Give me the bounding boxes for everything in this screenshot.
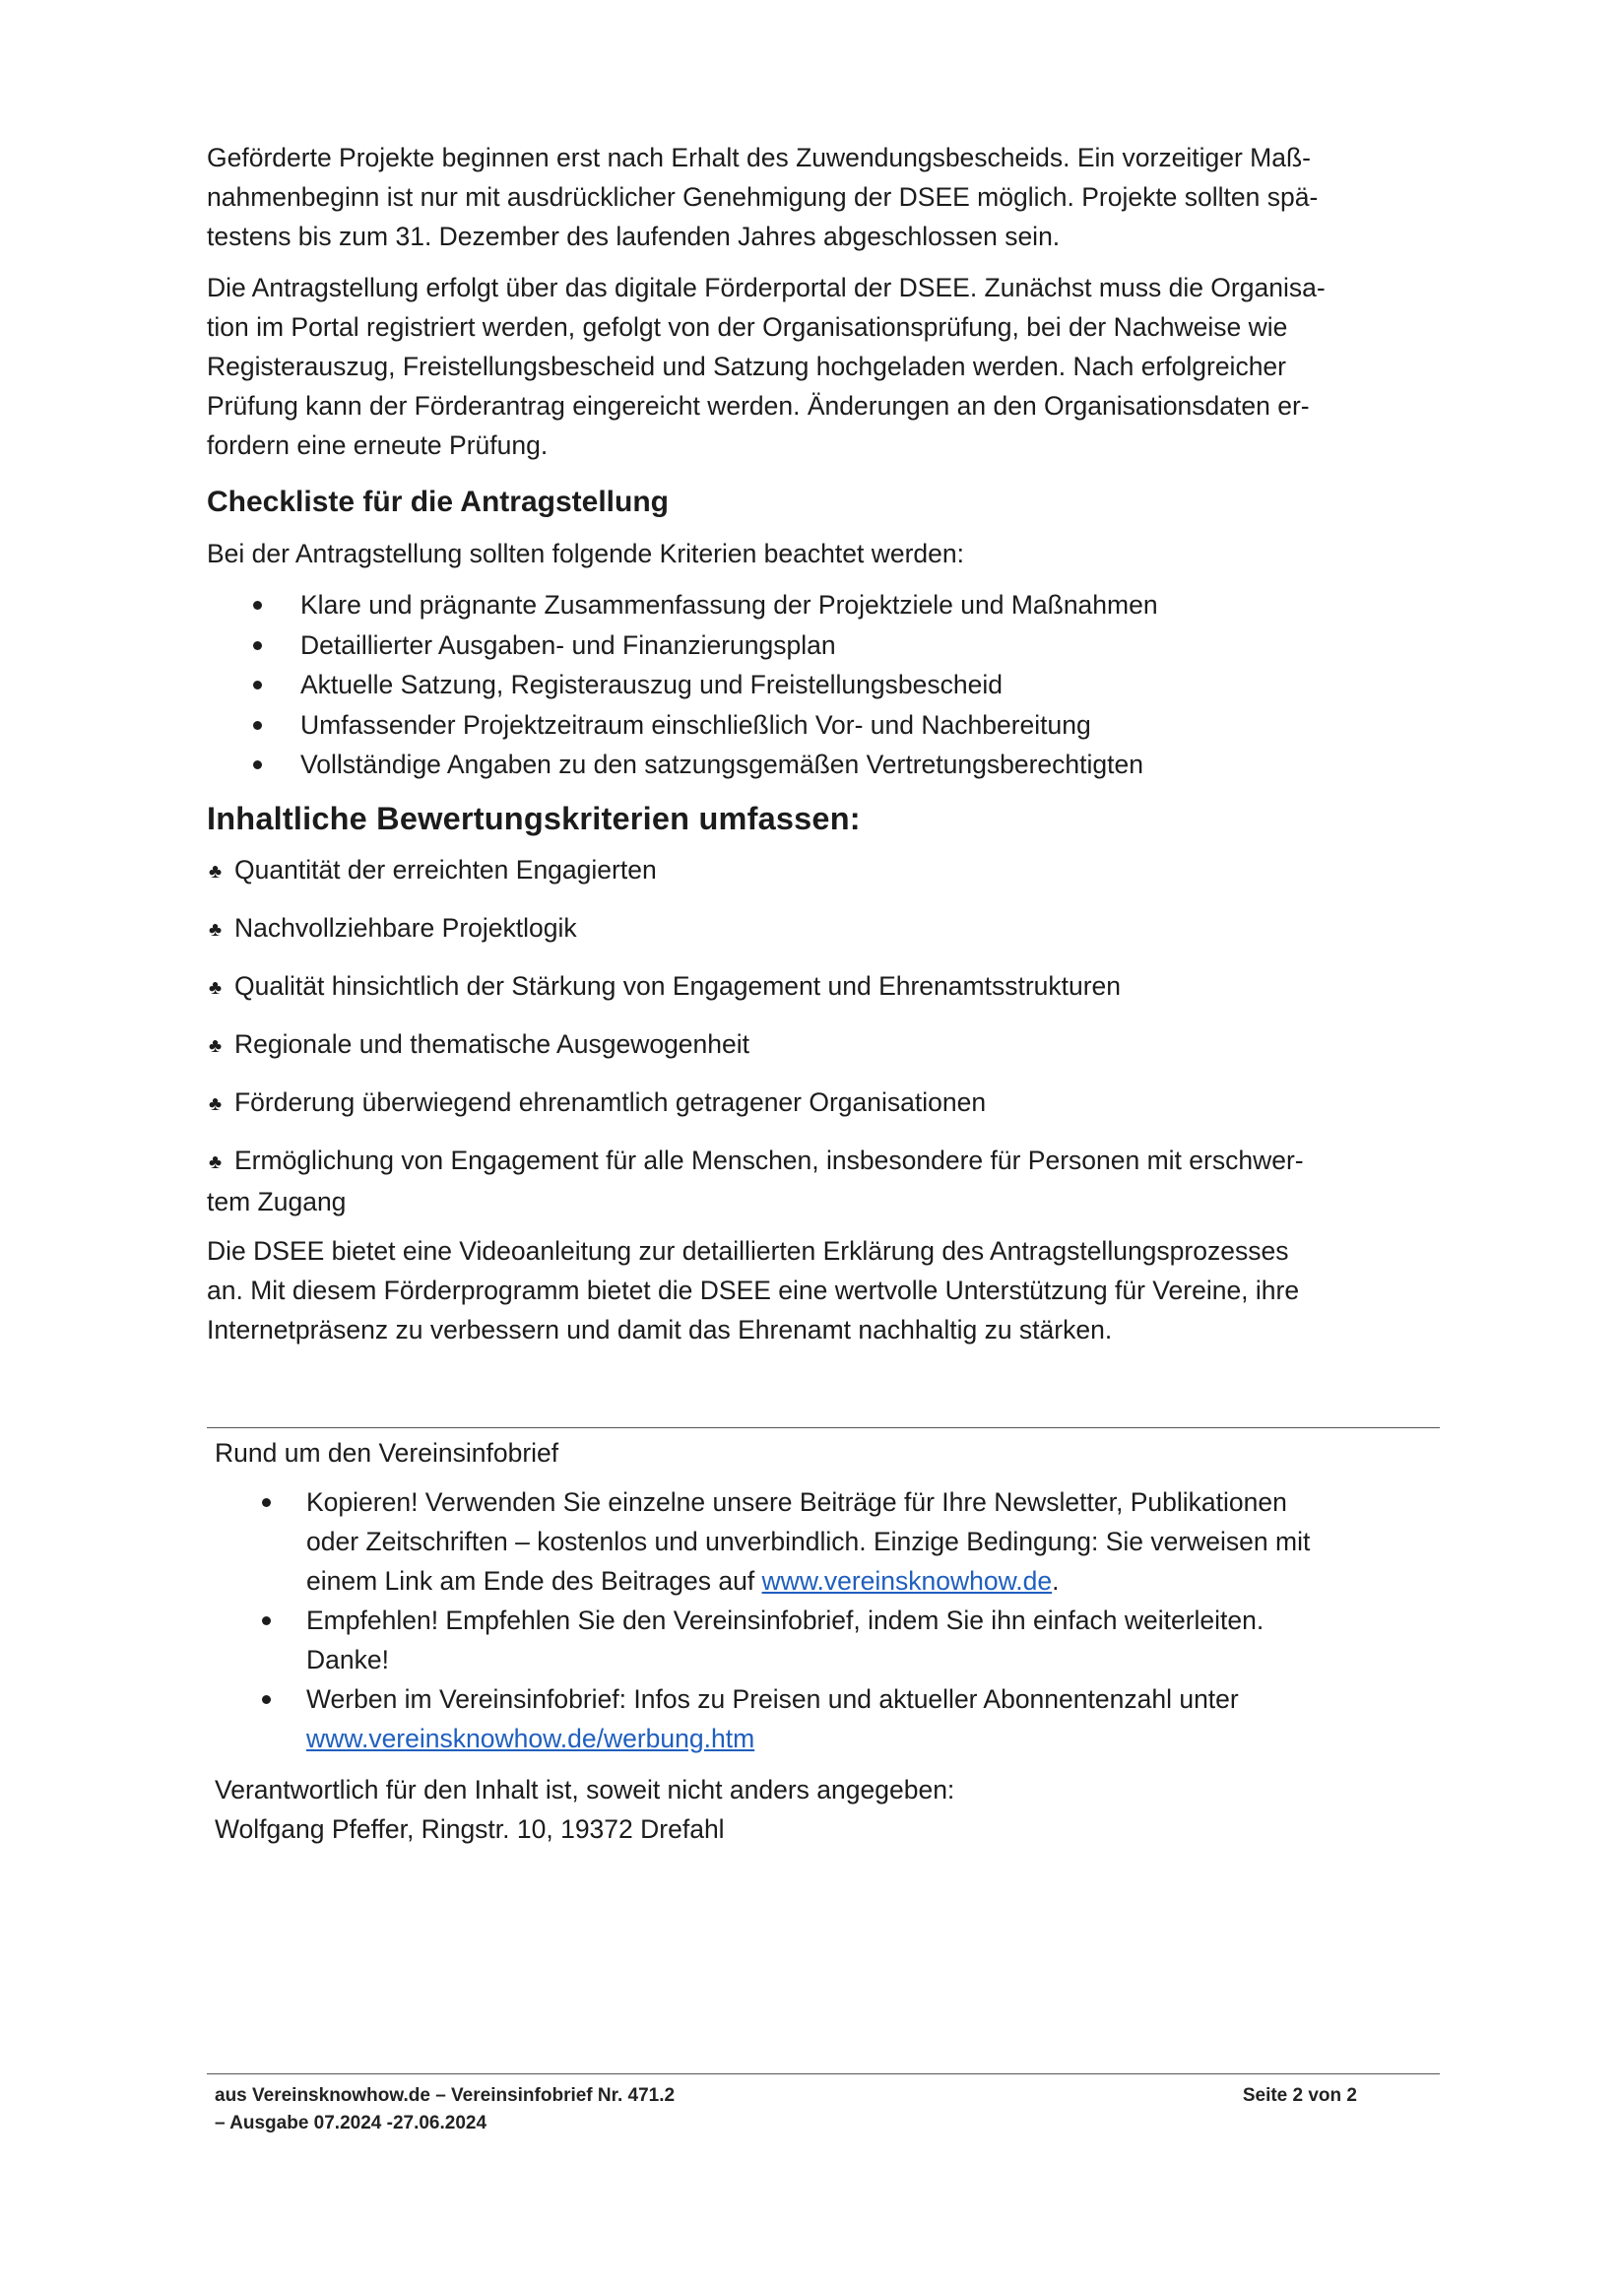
bullet-icon <box>253 760 262 769</box>
list-item <box>207 745 1428 785</box>
text-line: Geförderte Projekte beginnen erst nach Erhalt des Zuwendungsbescheids. Ein vorzeitiger Maß- <box>207 143 1311 172</box>
text-line: Die DSEE bietet eine Videoanleitung zur detaillierten Erklärung des Antragstellungsprozesses <box>207 1235 1289 1266</box>
checklist-list <box>207 585 1428 785</box>
list-item-text: Quantität der erreichten Engagierten <box>234 854 657 885</box>
list-item-text: Nachvollziehbare Projektlogik <box>234 912 577 943</box>
bullet-icon <box>253 721 262 730</box>
list-item <box>215 1601 1436 1679</box>
responsible-note <box>215 1770 1436 1849</box>
criteria-list <box>207 850 1428 1221</box>
page-footer <box>215 2082 1357 2137</box>
list-item <box>207 966 1428 1008</box>
list-item-text: Klare und prägnante Zusammenfassung der Projektziele und Maßnahmen <box>300 590 1158 620</box>
list-item-text: Detaillierter Ausgaben- und Finanzierungsplan <box>300 629 836 660</box>
closing-paragraph <box>207 1231 1428 1349</box>
text-line: Die Antragstellung erfolgt über das digitale Förderportal der DSEE. Zunächst muss die Organisa- <box>207 273 1326 302</box>
bullet-icon <box>253 601 262 610</box>
club-bullet-icon: ♣ <box>209 1092 223 1115</box>
list-item <box>207 625 1428 666</box>
list-item <box>207 705 1428 746</box>
text-line: testens bis zum 31. Dezember des laufenden Jahres abgeschlossen sein. <box>207 222 1061 251</box>
list-item-text: Ermöglichung von Engagement für alle Menschen, insbesondere für Personen mit erschwer- <box>234 1145 1304 1175</box>
bullet-icon <box>262 1498 271 1507</box>
club-bullet-icon: ♣ <box>209 918 223 941</box>
text-line: Internetpräsenz zu verbessern und damit das Ehrenamt nachhaltig zu stärken. <box>207 1314 1113 1345</box>
list-item <box>207 850 1428 891</box>
list-item-text: Werben im Vereinsinfobrief: Infos zu Preisen und aktueller Abonnentenzahl unter <box>306 1684 1239 1714</box>
text-line: Verantwortlich für den Inhalt ist, soweit nicht anders angegeben: <box>215 1775 955 1804</box>
main-content <box>207 138 1428 1361</box>
text-line: Wolfgang Pfeffer, Ringstr. 10, 19372 Drefahl <box>215 1814 725 1844</box>
list-item <box>215 1482 1436 1601</box>
intro-paragraph-1 <box>207 138 1428 256</box>
criteria-heading: Inhaltliche Bewertungskriterien umfassen: <box>207 800 861 836</box>
checklist-intro: Bei der Antragstellung sollten folgende Kriterien beachtet werden: <box>207 539 964 568</box>
text-line: tion im Portal registriert werden, gefolgt von der Organisationsprüfung, bei der Nachweise wie <box>207 312 1288 342</box>
list-item-text: Aktuelle Satzung, Registerauszug und Freistellungsbescheid <box>300 670 1003 699</box>
bullet-icon <box>253 681 262 689</box>
list-item <box>207 1082 1428 1124</box>
list-item <box>207 908 1428 950</box>
text-line: nahmenbeginn ist nur mit ausdrücklicher Genehmigung der DSEE möglich. Projekte sollten spä- <box>207 182 1319 212</box>
list-item-text-prefix: einem Link am Ende des Beitrages auf <box>306 1566 762 1596</box>
text-line: Prüfung kann der Förderantrag eingereicht werden. Änderungen an den Organisationsdaten er- <box>207 391 1310 421</box>
club-bullet-icon: ♣ <box>209 976 223 999</box>
checklist-heading: Checkliste für die Antragstellung <box>207 486 669 518</box>
page-number: Seite 2 von 2 <box>1242 2085 1357 2106</box>
list-item <box>207 1024 1428 1066</box>
list-item-text: Vollständige Angaben zu den satzungsgemäßen Vertretungsberechtigten <box>300 750 1143 779</box>
list-item <box>207 585 1428 625</box>
list-item-text <box>306 1719 1436 1758</box>
footer-issue: – Ausgabe 07.2024 -27.06.2024 <box>215 2113 487 2133</box>
section-divider <box>207 1427 1440 1428</box>
list-item-text-continued: tem Zugang <box>207 1186 347 1216</box>
club-bullet-icon: ♣ <box>209 860 223 883</box>
list-item-text: Danke! <box>306 1645 389 1674</box>
bullet-icon <box>253 641 262 650</box>
newsletter-info-box <box>215 1433 1436 1861</box>
footer-divider <box>207 2073 1440 2074</box>
list-item-text: Umfassender Projektzeitraum einschließlich Vor- und Nachbereitung <box>300 709 1091 740</box>
list-item-text: oder Zeitschriften – kostenlos und unverbindlich. Einzige Bedingung: Sie verweisen mit <box>306 1527 1311 1556</box>
text-line: fordern eine erneute Prüfung. <box>207 430 549 460</box>
footer-source: aus Vereinsknowhow.de – Vereinsinfobrief Nr. 471.2 <box>215 2085 676 2106</box>
club-bullet-icon: ♣ <box>209 1150 223 1173</box>
info-list <box>215 1482 1436 1758</box>
list-item-text: Kopieren! Verwenden Sie einzelne unsere Beiträge für Ihre Newsletter, Publikationen <box>306 1487 1287 1517</box>
info-heading: Rund um den Vereinsinfobrief <box>215 1438 559 1468</box>
werbung-link[interactable]: www.vereinsknowhow.de/werbung.htm <box>306 1724 755 1753</box>
text-line: Registerauszug, Freistellungsbescheid und Satzung hochgeladen werden. Nach erfolgreicher <box>207 352 1286 381</box>
intro-paragraph-2 <box>207 268 1428 465</box>
list-item-text: Qualität hinsichtlich der Stärkung von Engagement und Ehrenamtsstrukturen <box>234 970 1122 1001</box>
vereinsknowhow-link[interactable]: www.vereinsknowhow.de <box>761 1566 1053 1596</box>
list-item-text: Empfehlen! Empfehlen Sie den Vereinsinfobrief, indem Sie ihn einfach weiterleiten. <box>306 1606 1264 1635</box>
list-item-text <box>306 1561 1436 1601</box>
club-bullet-icon: ♣ <box>209 1034 223 1057</box>
list-item-text: Regionale und thematische Ausgewogenheit <box>234 1028 750 1059</box>
list-item-text: Förderung überwiegend ehrenamtlich getragener Organisationen <box>234 1086 987 1117</box>
list-item <box>207 665 1428 705</box>
list-item <box>207 1141 1428 1221</box>
list-item-text-suffix: . <box>1052 1566 1060 1596</box>
text-line: an. Mit diesem Förderprogramm bietet die DSEE eine wertvolle Unterstützung für Vereine, ihre <box>207 1275 1300 1305</box>
list-item <box>215 1679 1436 1758</box>
bullet-icon <box>262 1616 271 1625</box>
bullet-icon <box>262 1695 271 1704</box>
